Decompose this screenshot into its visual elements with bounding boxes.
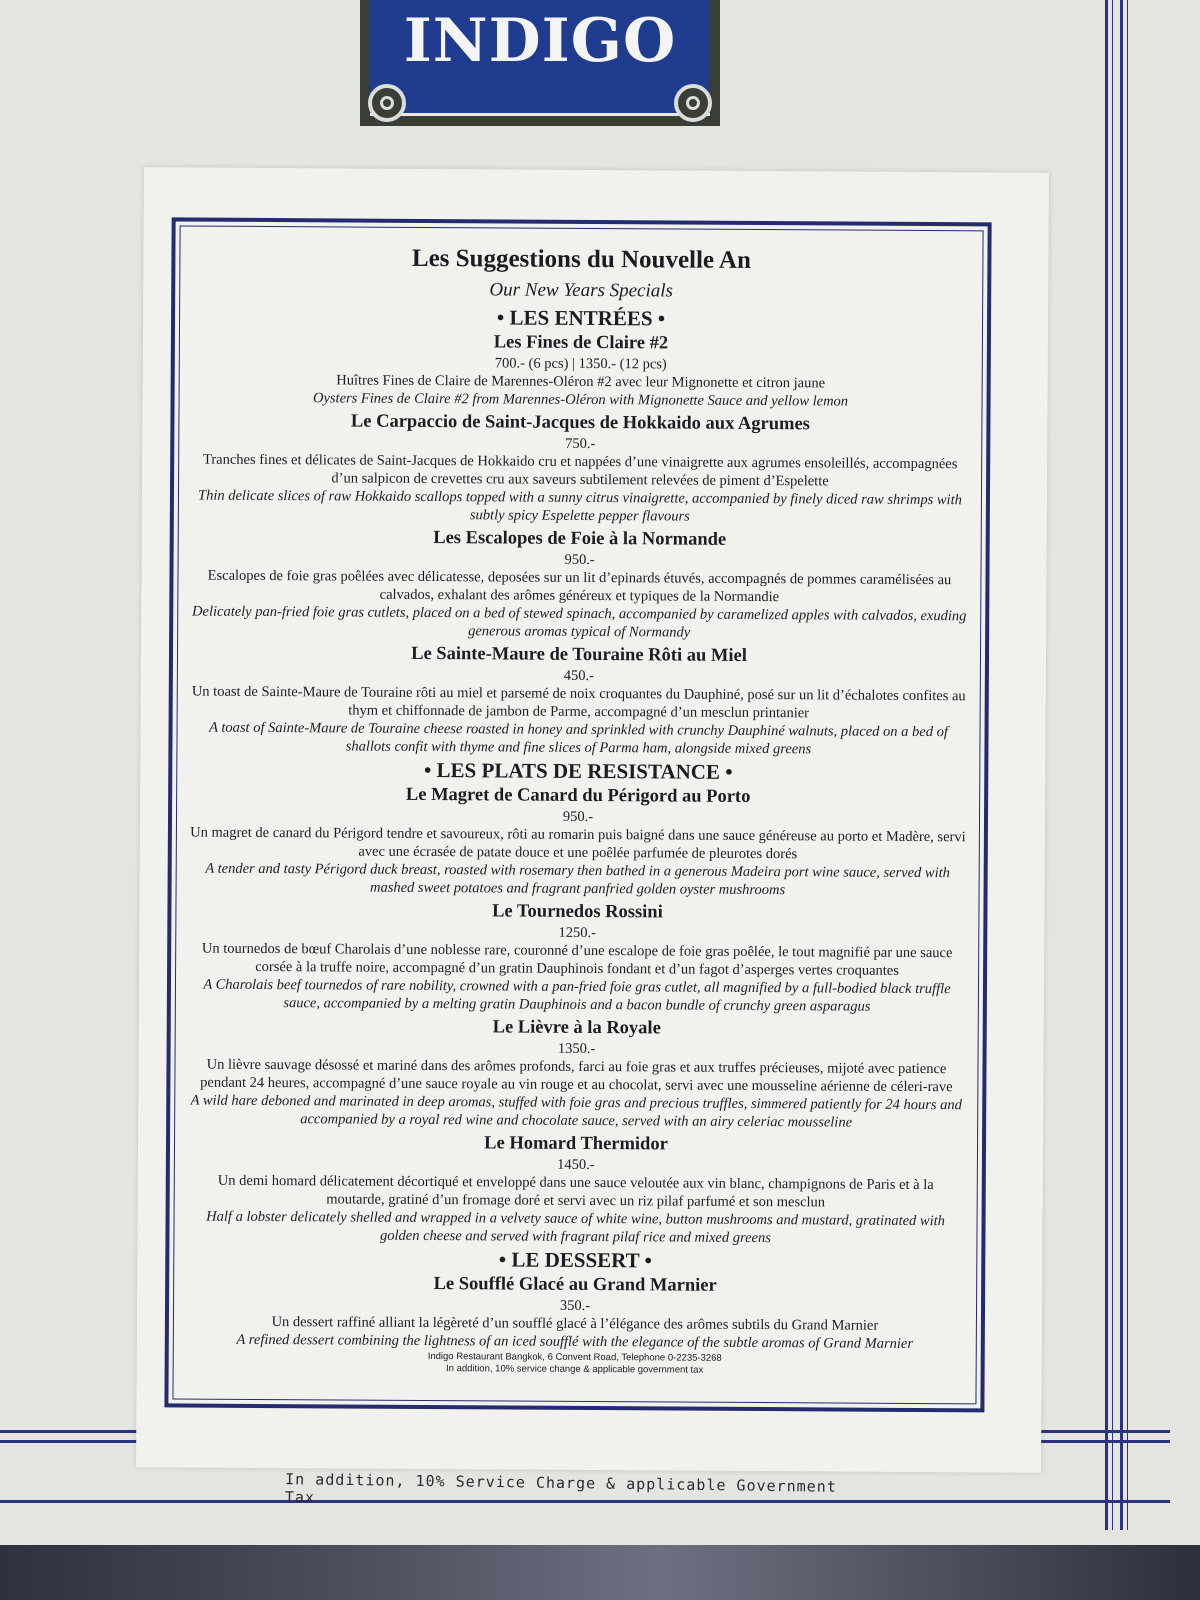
dish-description-english: A toast of Sainte-Maure de Touraine cheese roasted in honey and sprinkled with crunchy Dauphiné walnuts, placed on a bed of shallots confit with thyme and fine slices of Parma ham, alongside mixed greens: [209, 719, 948, 758]
menu-item: [190, 782, 967, 901]
dish-name: Le Soufflé Glacé au Grand Marnier: [433, 1274, 717, 1296]
menu-item: [193, 329, 969, 412]
insert-content: [187, 240, 970, 1356]
indigo-logo: [360, 0, 720, 126]
section-heading: • LE DESSERT •: [498, 1247, 652, 1273]
dish-description-french: Un tournedos de bœuf Charolais d’une noblesse rare, couronné d’une escalope de foie gras poêlée, le tout magnifié par une sauce corsée à la truffe noire, accompagné d’un gratin Dauphinois fondant et d’un fagot d’asperges vertes croquantes: [201, 940, 953, 979]
menu-item: [191, 525, 968, 644]
dish-description-english: Thin delicate slices of raw Hokkaido scallops topped with a sunny citrus vinaigrette, accompanied by finely diced raw shrimps with subtly spicy Espelette pepper flavours: [198, 487, 962, 525]
menu-item: [190, 641, 967, 760]
menu-item: [187, 1271, 963, 1354]
dish-price: 700.- (6 pcs) | 1350.- (12 pcs): [494, 355, 667, 373]
dish-price: 950.-: [564, 551, 595, 569]
dish-name: Le Carpaccio de Saint-Jacques de Hokkaido aux Agrumes: [350, 411, 810, 435]
dish-price: 750.-: [565, 435, 596, 453]
dish-description-english: A Charolais beef tournedos of rare nobility, crowned with a pan-fried foie gras cutlet, all magnified by a full-bodied black truffle sauce, accompanied by a melting gratin Dauphinois and a bacon bundle of crunchy green asparagus: [203, 976, 951, 1015]
menu-item: [192, 409, 969, 528]
section-heading: • LES PLATS DE RESISTANCE •: [423, 757, 733, 784]
insert-title: Les Suggestions du Nouvelle An: [411, 244, 751, 274]
dish-price: 1350.-: [557, 1040, 596, 1058]
dish-name: Le Sainte-Maure de Touraine Rôti au Miel: [411, 643, 747, 666]
dish-description-french: Un magret de canard du Périgord tendre et savoureux, rôti au romarin puis baigné dans une sauce généreuse au porto et Madère, servi avec une écrasée de patate douce et une poêlée parfumée de pleurotes dorés: [190, 824, 966, 863]
section-heading: • LES ENTRÉES •: [496, 305, 666, 331]
dish-description-english: A tender and tasty Périgord duck breast, roasted with rosemary then bathed in a generous Madeira port wine sauce, served with mashed sweet potatoes and fragrant panfried golden oyster mushrooms: [205, 860, 950, 899]
dish-description-english: A wild hare deboned and marinated in deep aromas, stuffed with foie gras and precious truffles, simmered patiently for 24 hours and accompanied by a royal red wine and chocolate sauce, served with an airy celeriac mousseline: [190, 1092, 962, 1131]
dish-price: 1250.-: [558, 924, 597, 942]
dish-price: 450.-: [563, 667, 595, 685]
insert-frame: [164, 217, 991, 1412]
swirl-ornament-right-icon: [674, 84, 712, 122]
dish-description-french: Un dessert raffiné alliant la légèreté d’un soufflé glacé à l’élégance des arômes subtils du Grand Marnier: [271, 1314, 879, 1334]
back-page-border-right: [1105, 0, 1113, 1530]
insert-footer: [169, 1349, 981, 1378]
menu-item: [189, 898, 966, 1017]
swirl-ornament-left-icon: [368, 84, 406, 122]
tablecloth: [0, 1545, 1200, 1600]
insert-subtitle: Our New Years Specials: [489, 279, 674, 302]
dish-description-english: Half a lobster delicately shelled and wrapped in a velvety sauce of white wine, button mushrooms and mustard, gratinated with golden cheese and served with fragrant pilaf rice and mixed greens: [206, 1208, 945, 1247]
dish-name: Le Tournedos Rossini: [492, 901, 663, 923]
insert-footer-address: Indigo Restaurant Bangkok, 6 Convent Road, Telephone 0-2235-3268: [427, 1351, 722, 1364]
menu-item: [187, 1130, 964, 1249]
dish-price: 950.-: [562, 808, 594, 826]
logo-wordmark: INDIGO: [403, 6, 677, 76]
dish-description-english: A refined dessert combining the lightness of an iced soufflé with the elegance of the subtle aromas of Grand Marnier: [236, 1331, 914, 1352]
back-page-border-right-outer: [1120, 0, 1128, 1530]
new-year-insert-card: [136, 167, 1049, 1473]
dish-description-french: Un demi homard délicatement décortiqué et enveloppé dans une sauce veloutée aux vin blanc, champignons de Paris et à la moutarde, gratiné d’un fromage doré et servi avec un riz pilaf parfumé et son mesclun: [217, 1172, 934, 1211]
menu-sections: [187, 304, 969, 1354]
logo-panel: [370, 0, 710, 116]
dish-price: 350.-: [559, 1297, 591, 1314]
dish-name: Le Lièvre à la Royale: [492, 1017, 661, 1039]
dish-description-french: Un lièvre sauvage désossé et mariné dans des arômes profonds, farci au foie gras et aux truffes précieuses, mijoté avec patience pendant 24 heures, accompagné d’une sauce royale au vin rouge et au chocolat, servi avec une mousseline aérienne de céleri-rave: [200, 1056, 953, 1096]
dish-description-english: Oysters Fines de Claire #2 from Marennes-Oléron with Mignonette Sauce and yellow lemon: [312, 390, 849, 410]
dish-name: Les Escalopes de Foie à la Normande: [433, 528, 727, 550]
dish-description-english: Delicately pan-fried foie gras cutlets, placed on a bed of stewed spinach, accompanied by caramelized apples with calvados, exuding generous aromas typical of Normandy: [192, 603, 967, 641]
dish-description-french: Escalopes de foie gras poêlées avec délicatesse, deposées sur un lit d’epinards étuvés, accompagnés de pommes caramélisées au calvados, exhalant des arômes généreux et typiques de la Normandie: [207, 567, 952, 606]
dish-name: Les Fines de Claire #2: [493, 332, 669, 354]
dish-description-french: Un toast de Sainte-Maure de Touraine rôti au miel et parsemé de noix croquantes du Dauphiné, posé sur un lit d’échalotes confites au thym et chiffonnade de jambon de Parme, accompagné d’un mesclun printanier: [191, 683, 966, 722]
dish-price: 1450.-: [557, 1156, 595, 1174]
dish-name: Le Homard Thermidor: [484, 1133, 668, 1155]
dish-description-french: Huîtres Fines de Claire de Marennes-Oléron #2 avec leur Mignonette et citron jaune: [336, 372, 826, 392]
dish-description-french: Tranches fines et délicates de Saint-Jacques de Hokkaido cru et nappées d’une vinaigrette aux agrumes ensoleillés, accompagnées d’un salpicon de crevettes cru aux saveurs subtilement relevées de piment d’Espelette: [202, 451, 958, 490]
insert-footer-tax: In addition, 10% service change & applicable government tax: [446, 1363, 704, 1376]
dish-name: Le Magret de Canard du Périgord au Porto: [405, 784, 751, 807]
menu-item: [188, 1014, 965, 1133]
back-page-footer: In addition, 10% Service Charge & applicable Government Tax: [284, 1470, 837, 1507]
